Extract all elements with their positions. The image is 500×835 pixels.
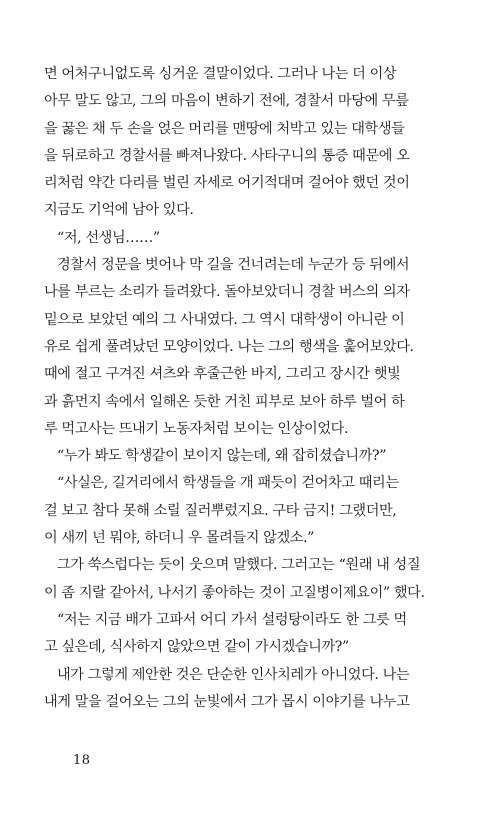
text-line: 지금도 기억에 남아 있다. [44,202,194,219]
text-line: 그가 쑥스럽다는 듯이 웃으며 말했다. 그러고는 “원래 내 성질 [57,557,421,574]
text-line: “저는 지금 배가 고파서 어디 가서 설렁탕이라도 한 그릇 먹 [57,611,407,628]
text-line: 을 꿇은 채 두 손을 얹은 머리를 맨땅에 처박고 있는 대학생들 [44,120,405,137]
text-line: 루 먹고사는 뜨내기 노동자처럼 보이는 인상이었다. [44,420,349,437]
text-line: 리처럼 약간 다리를 벌린 자세로 어기적대며 걸어야 했던 것이 [44,175,410,192]
text-line: 밑으로 보았던 예의 그 사내였다. 그 역시 대학생이 아니란 이 [44,311,405,328]
text-line: 과 흙먼지 속에서 일해온 듯한 거친 피부로 보아 하루 벌어 하 [44,393,405,410]
text-line: 이 새끼 넌 뭐야, 하더니 우 몰려들지 않겠소.” [44,530,315,547]
text-line: 경찰서 정문을 벗어나 막 길을 건너려는데 누군가 등 뒤에서 [57,257,410,274]
page-number: 18 [73,753,91,768]
text-line: 나를 부르는 소리가 들려왔다. 돌아보았더니 경찰 버스의 의자 [44,284,410,301]
text-line: 아무 말도 않고, 그의 마음이 변하기 전에, 경찰서 마당에 무릎 [44,93,409,110]
text-line: 때에 절고 구겨진 셔츠와 후줄근한 바지, 그리고 장시간 햇빛 [44,366,401,383]
text-line: 내게 말을 걸어오는 그의 눈빛에서 그가 몹시 이야기를 나누고 [44,693,410,710]
body-text [44,61,456,716]
text-line: 내가 그렇게 제안한 것은 단순한 인사치레가 아니었다. 나는 [57,666,410,683]
text-line: “누가 봐도 학생같이 보이지 않는데, 왜 잡히셨습니까?” [57,448,387,465]
text-line: “사실은, 길거리에서 학생들을 개 패듯이 걷어차고 때리는 [57,475,399,492]
text-line: 걸 보고 참다 못해 소릴 질러뿌렀지요. 구타 금지! 그랬더만, [44,502,397,519]
text-line: 이 좀 지랄 같아서, 나서기 좋아하는 것이 고질병이제요이” 했다. [44,584,425,601]
text-line: 유로 쉽게 풀려났던 모양이었다. 나는 그의 행색을 훑어보았다. [44,338,414,355]
text-line: 면 어처구니없도록 싱거운 결말이었다. 그러나 나는 더 이상 [44,66,397,82]
text-line: 고 싶은데, 식사하지 않았으면 같이 가시겠습니까?” [44,639,349,656]
text-line: 을 뒤로하고 경찰서를 빠져나왔다. 사타구니의 통증 때문에 오 [44,147,410,164]
text-line: “저, 선생님……” [57,229,160,246]
